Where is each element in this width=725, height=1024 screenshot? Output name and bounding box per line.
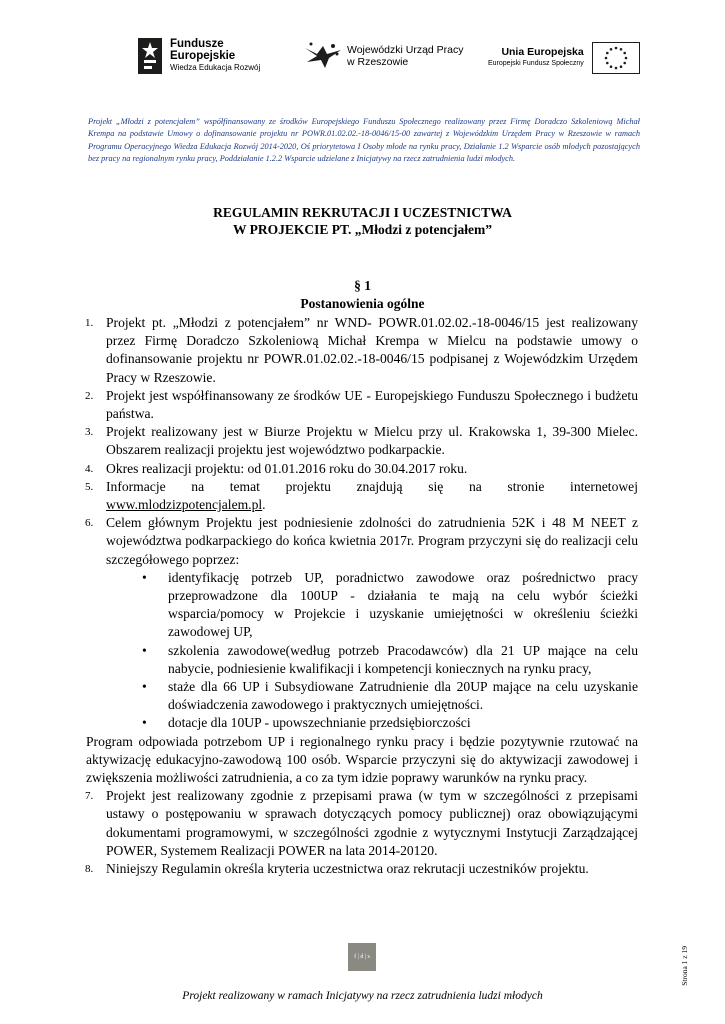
document-title (0, 204, 725, 238)
section-number: § 1 (354, 278, 371, 293)
item-text: Niniejszy Regulamin określa kryteria uczestnictwa oraz rekrutacji uczestników projektu. (106, 861, 589, 877)
list-item (86, 387, 638, 423)
section-content (86, 314, 638, 878)
eu-flag-icon (592, 42, 640, 74)
bullet-list (86, 569, 638, 733)
item-number: 4. (85, 462, 94, 475)
bullet-item: • staże dla 66 UP i Subsydiowane Zatrudnienie dla 20UP mające na celu uzyskanie doświadczenia zawodowego i praktycznych umiejętności. (144, 678, 638, 714)
fe-line2: Europejskie (170, 50, 236, 62)
ue-line2: Europejski Fundusz Społeczny (488, 60, 584, 67)
item-number: 8. (85, 863, 94, 876)
page-number: Strona 1 z 19 (680, 946, 689, 986)
item-text: Informacje na temat projektu znajdują się na stronie internetowej (106, 478, 638, 494)
item-number: 2. (85, 389, 94, 402)
list-item (86, 514, 638, 569)
item-text: Projekt realizowany jest w Biurze Projektu w Mielcu przy ul. Krakowska 1, 39-300 Mielec. Obszarem realizacji projektu jest województwo podkarpackie. (106, 424, 638, 458)
item-number: 6. (85, 517, 94, 530)
item-text: Okres realizacji projektu: od 01.01.2016 roku do 30.04.2017 roku. (106, 460, 468, 476)
list-item (86, 787, 638, 860)
project-info-text: Projekt „Młodzi z potencjałem” współfinansowany ze środków Europejskiego Funduszu Społecznego realizowany przez Firmę Doradczo Szkoleniową Michał Krempa na podstawie Umowy o dofinansowanie projektu nr POWR.01.02.02.-18-0046/15-00 zawartej z Wojewódzkim Urzędem Pracy w Rzeszowie w ramach Programu Operacyjnego Wiedza Edukacja Rozwój 2014-2020, Oś priorytetowa I Osoby młode na rynku pracy, Działanie 1.2 Wsparcie osób młodych pozostających bez pracy na regionalnym rynku pracy, Poddziałanie 1.2.2 Wsparcie udzielane z Inicjatywy na rzecz zatrudnienia ludzi młodych. (88, 117, 640, 163)
project-website-link[interactable]: www.mlodzizpotencjalem.pl (106, 497, 263, 513)
title-line-1: REGULAMIN REKRUTACJI I UCZESTNICTWA (213, 205, 512, 220)
program-text: Program odpowiada potrzebom UP i regionalnego rynku pracy i będzie pozytywnie rzutować na aktywizację edukacyjno-zawodową 100 osób. Wsparcie przyczyni się do aktywizacji zawodowej i zwiększenia możliwości zatrudnienia, a co za tym idzie poprawy warunków na rynku pracy. (86, 733, 638, 786)
item-number: 3. (85, 426, 94, 439)
item-number: 7. (85, 790, 94, 803)
fe-line3: Wiedza Edukacja Rozwój (170, 63, 261, 72)
title-line-2: W PROJEKCIE PT. „Młodzi z potencjałem” (233, 222, 492, 237)
bullet-item: • identyfikację potrzeb UP, poradnictwo zawodowe oraz pośrednictwo pracy przeprowadzone dla 100UP - działania te mają na celu wybór ścieżki wsparcia/pomocy w Projekcie i uzyskanie umiejętności w określeniu ścieżki zawodowej UP, (144, 569, 638, 642)
list-item (86, 478, 638, 514)
fe-line1: Fundusze (170, 38, 224, 50)
item-text: Projekt pt. „Młodzi z potencjałem” nr WND- POWR.01.02.02.-18-0046/15 jest realizowany przez Firmę Doradczo Szkoleniową Michał Krempa w Mielcu na podstawie umowy o dofinansowanie projektu nr POWR.01.02.02.-18-0046/15 podpisanej z Wojewódzkim Urzędem Pracy w Rzeszowie. (106, 315, 638, 385)
footer-text: Projekt realizowany w ramach Inicjatywy na rzecz zatrudnienia ludzi młodych (182, 990, 543, 1002)
item-text: Projekt jest współfinansowany ze środków UE - Europejskiego Funduszu Społecznego i budżetu państwa. (106, 387, 638, 422)
header-logos (0, 34, 725, 84)
item-text: Projekt jest realizowany zgodnie z przepisami prawa (w tym w szczególności z przepisami ustawy o postępowaniu w sprawach dotyczących pomocy publicznej) oraz obowiązującymi dokumentami programowymi, w szczególności zgodnie z wytycznymi Instytucji Zarządzającej POWER, Systemem Realizacji POWER na lata 2014-20120. (106, 788, 638, 858)
list-item (86, 423, 638, 459)
fe-star-icon (136, 36, 164, 76)
list-item (86, 314, 638, 387)
item-number: 1. (85, 317, 94, 329)
item-text: Celem głównym Projektu jest podniesienie zdolności do zatrudnienia 52K i 48 M NEET z województwa podkarpackiego do końca kwietnia 2017r. Program przyczyni się do realizacji celu szczegółowego poprzez: (106, 515, 638, 567)
wup-line1: Wojewódzki Urząd Pracy (347, 44, 464, 56)
wup-line2: w Rzeszowie (347, 56, 409, 68)
list-item (86, 460, 638, 478)
item-number: 5. (85, 480, 94, 493)
wup-logo (303, 40, 464, 72)
bullet-item: • szkolenia zawodowe(według potrzeb Pracodawców) dla 21 UP mające na celu nabycie, podniesienie kwalifikacji i kompetencji koniecznych na rynku pracy, (144, 642, 638, 678)
ue-line1: Unia Europejska (501, 46, 584, 58)
fundusze-europejskie-logo (136, 36, 260, 76)
list-item (86, 860, 638, 878)
section-heading: Postanowienia ogólne (300, 296, 425, 311)
link-suffix: . (262, 497, 266, 513)
bullet-item: • dotacje dla 10UP - upowszechnianie przedsiębiorczości (144, 714, 638, 732)
fds-logo: f | d | s (348, 943, 376, 971)
wup-bird-icon (303, 40, 343, 72)
unia-europejska-logo (488, 42, 640, 74)
